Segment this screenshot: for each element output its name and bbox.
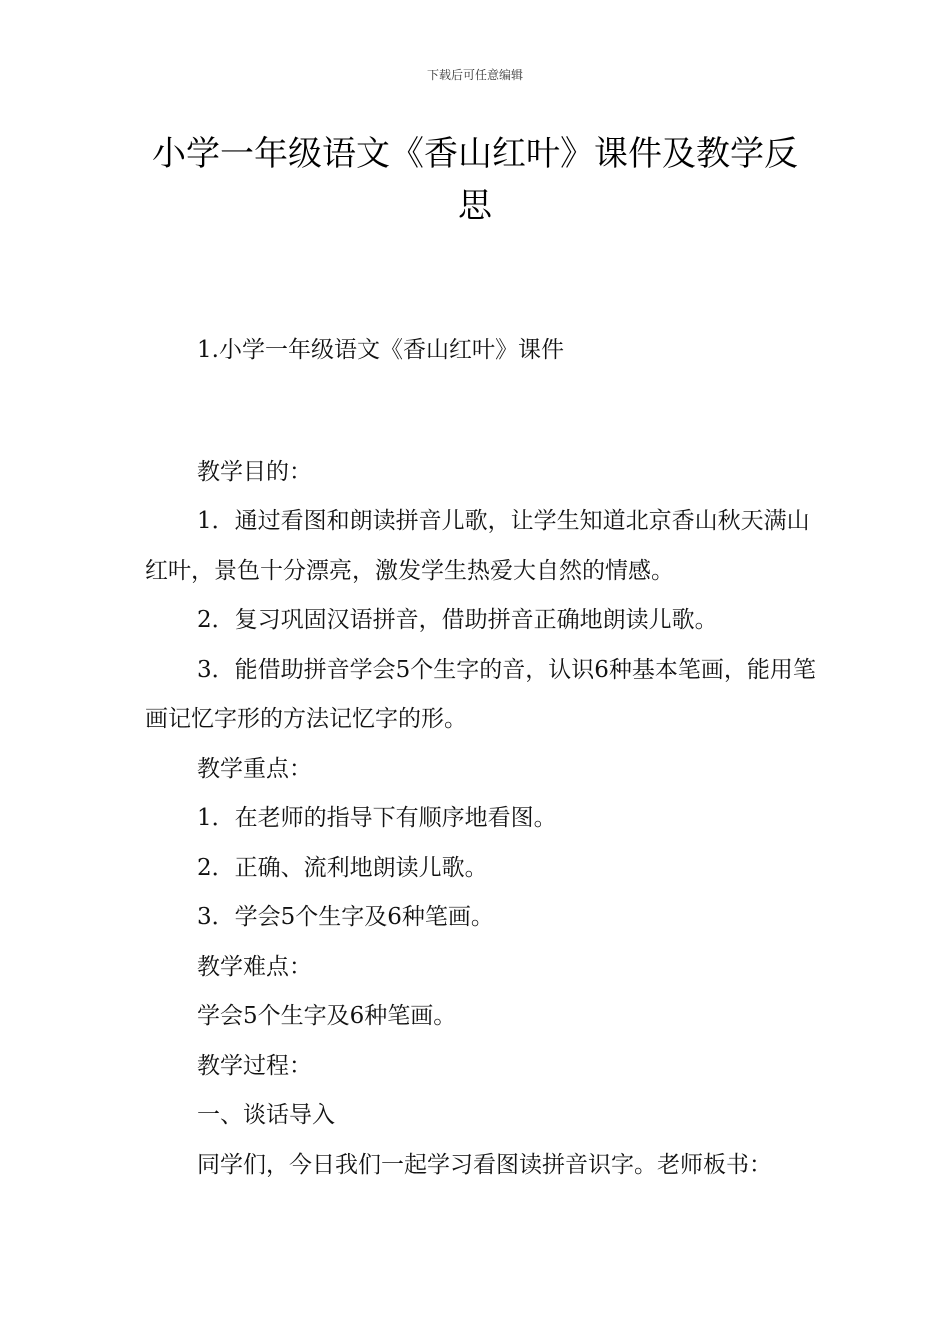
paragraph-difficulties-label: 教学难点： (197, 953, 312, 980)
paragraph-goal-3: 3．能借助拼音学会5个生字的音，认识6种基本笔画，能用笔画记忆字形的方法记忆字的形。 (145, 656, 816, 732)
header-note: 下载后可任意编辑 (426, 68, 523, 82)
paragraph-goal-2: 2．复习巩固汉语拼音，借助拼音正确地朗读儿歌。 (197, 607, 718, 633)
paragraph-step-1-heading: 一、谈话导入 (197, 1102, 335, 1128)
paragraph-key-point-2: 2．正确、流利地朗读儿歌。 (197, 854, 488, 881)
paragraph-goal-1: 1．通过看图和朗读拼音儿歌，让学生知道北京香山秋天满山红叶，景色十分漂亮，激发学生热爱大自然的情感。 (145, 508, 810, 584)
paragraph-teaching-goals-label: 教学目的： (197, 458, 312, 485)
paragraph-key-point-1: 1．在老师的指导下有顺序地看图。 (197, 805, 557, 831)
paragraph-process-label: 教学过程： (197, 1052, 312, 1079)
document-title: 小学一年级语文《香山红叶》课件及教学反思 (152, 134, 798, 226)
section-heading: 1.小学一年级语文《香山红叶》课件 (197, 337, 564, 363)
paragraph-key-point-3: 3．学会5个生字及6种笔画。 (197, 904, 494, 930)
paragraph-key-points-label: 教学重点： (197, 755, 312, 782)
document-body (145, 326, 830, 1190)
paragraph-difficulty-1: 学会5个生字及6种笔画。 (197, 1003, 457, 1029)
paragraph-step-1-text: 同学们，今日我们一起学习看图读拼音识字。老师板书： (197, 1151, 772, 1178)
